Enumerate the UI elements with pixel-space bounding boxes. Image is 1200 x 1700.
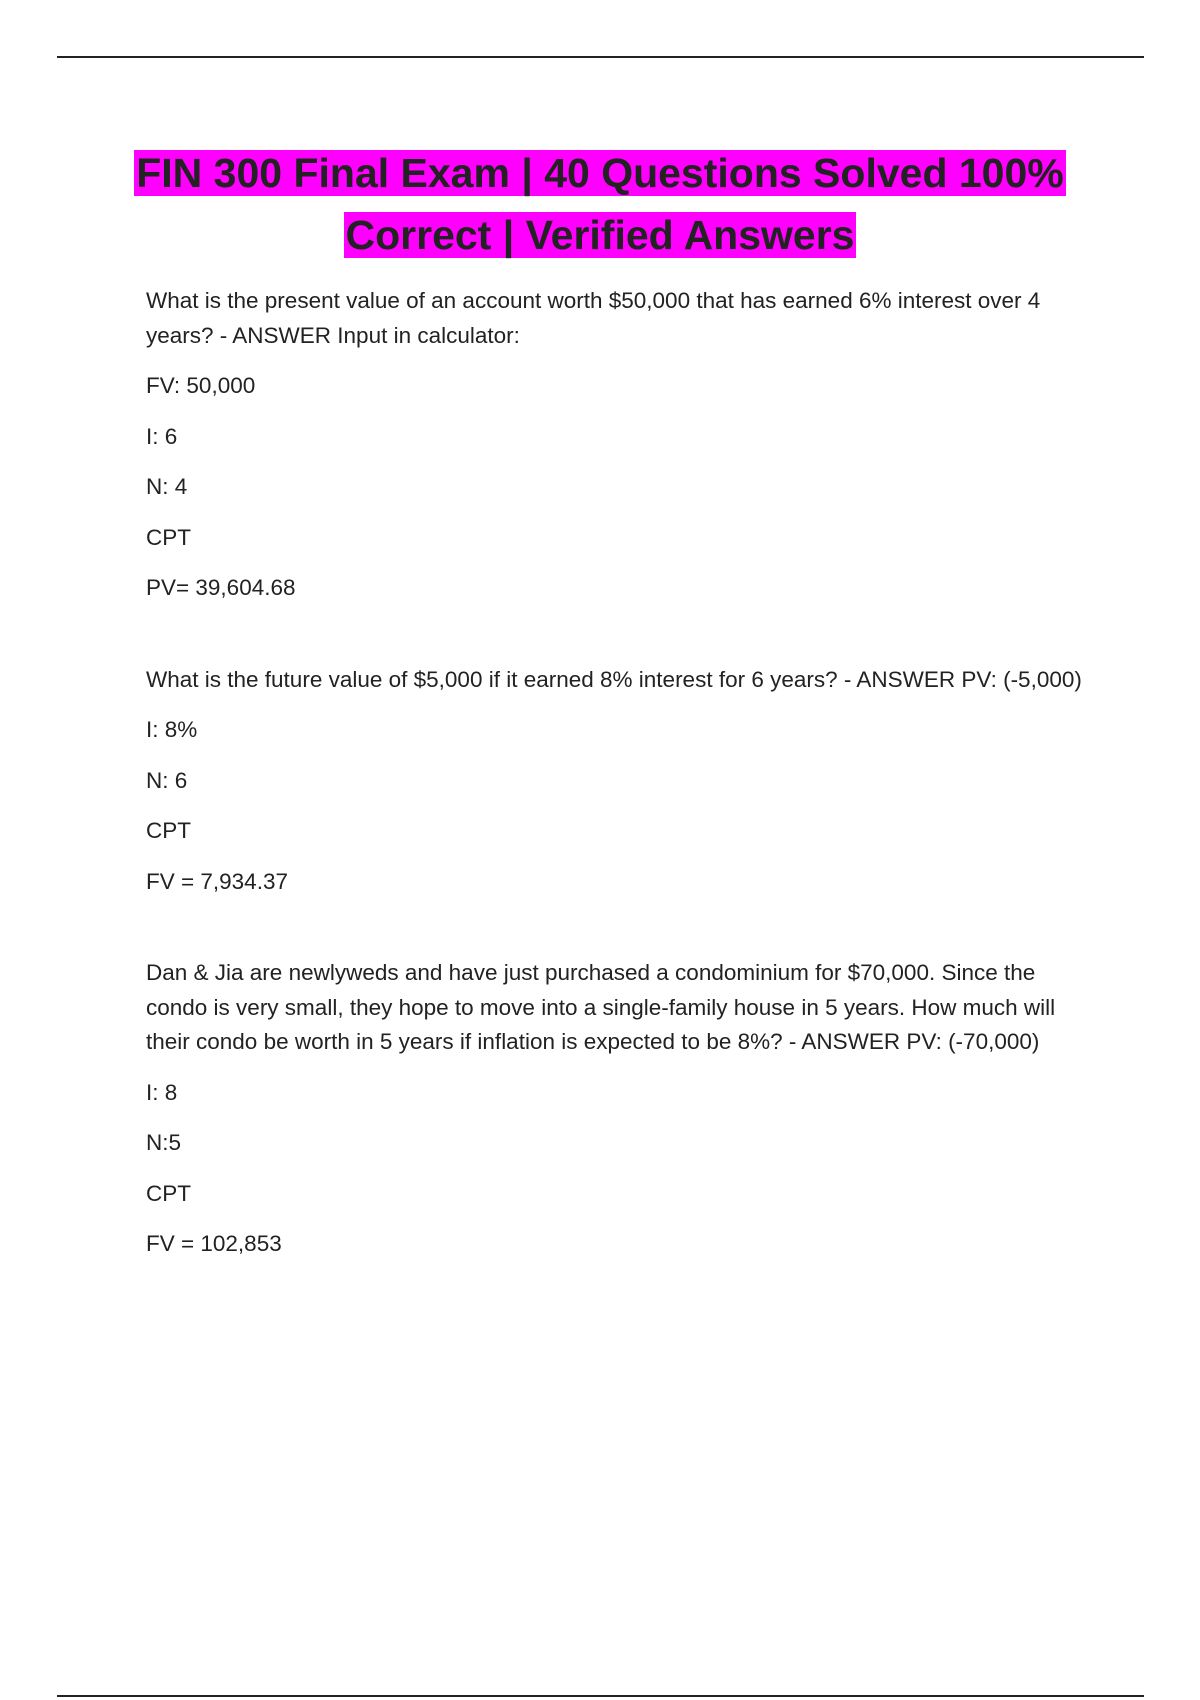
answer-step: CPT — [146, 524, 191, 550]
question-1: What is the present value of an account worth $50,000 that has earned 6% interest over 4 years? - ANSWER Input in calculator: — [146, 288, 1041, 348]
answer-step: FV: 50,000 — [146, 373, 256, 398]
title-line-1: FIN 300 Final Exam | 40 Questions Solved 100% — [136, 150, 1064, 196]
answer-result: PV= 39,604.68 — [146, 575, 296, 600]
title-line-2: Correct | Verified Answers — [345, 212, 855, 258]
qa-block-2 — [146, 663, 1096, 900]
answer-step: CPT — [146, 818, 191, 843]
bottom-divider — [57, 1695, 1144, 1697]
qa-block-3 — [146, 956, 1096, 1262]
document-body — [146, 284, 1096, 1278]
answer-step: I: 8 — [146, 1079, 178, 1105]
answer-result: FV = 102,853 — [146, 1231, 282, 1256]
answer-step: N: 6 — [146, 767, 188, 793]
answer-step: I: 6 — [146, 423, 178, 449]
answer-step: N:5 — [146, 1130, 182, 1155]
question-3: Dan & Jia are newlyweds and have just purchased a condominium for $70,000. Since the condo is very small, they hope to move into a single-family house in 5 years. How much will their condo be worth in 5 years if inflation is expected to be 8%? - ANSWER PV: (-70,000) — [146, 960, 1056, 1054]
qa-block-1 — [146, 284, 1096, 606]
answer-result: FV = 7,934.37 — [146, 868, 288, 894]
top-divider — [57, 56, 1144, 58]
document-title — [100, 142, 1100, 266]
answer-step: N: 4 — [146, 474, 188, 499]
answer-step: CPT — [146, 1180, 191, 1206]
question-2: What is the future value of $5,000 if it earned 8% interest for 6 years? - ANSWER PV: (-5,000) — [146, 666, 1082, 692]
answer-step: I: 8% — [146, 717, 198, 742]
